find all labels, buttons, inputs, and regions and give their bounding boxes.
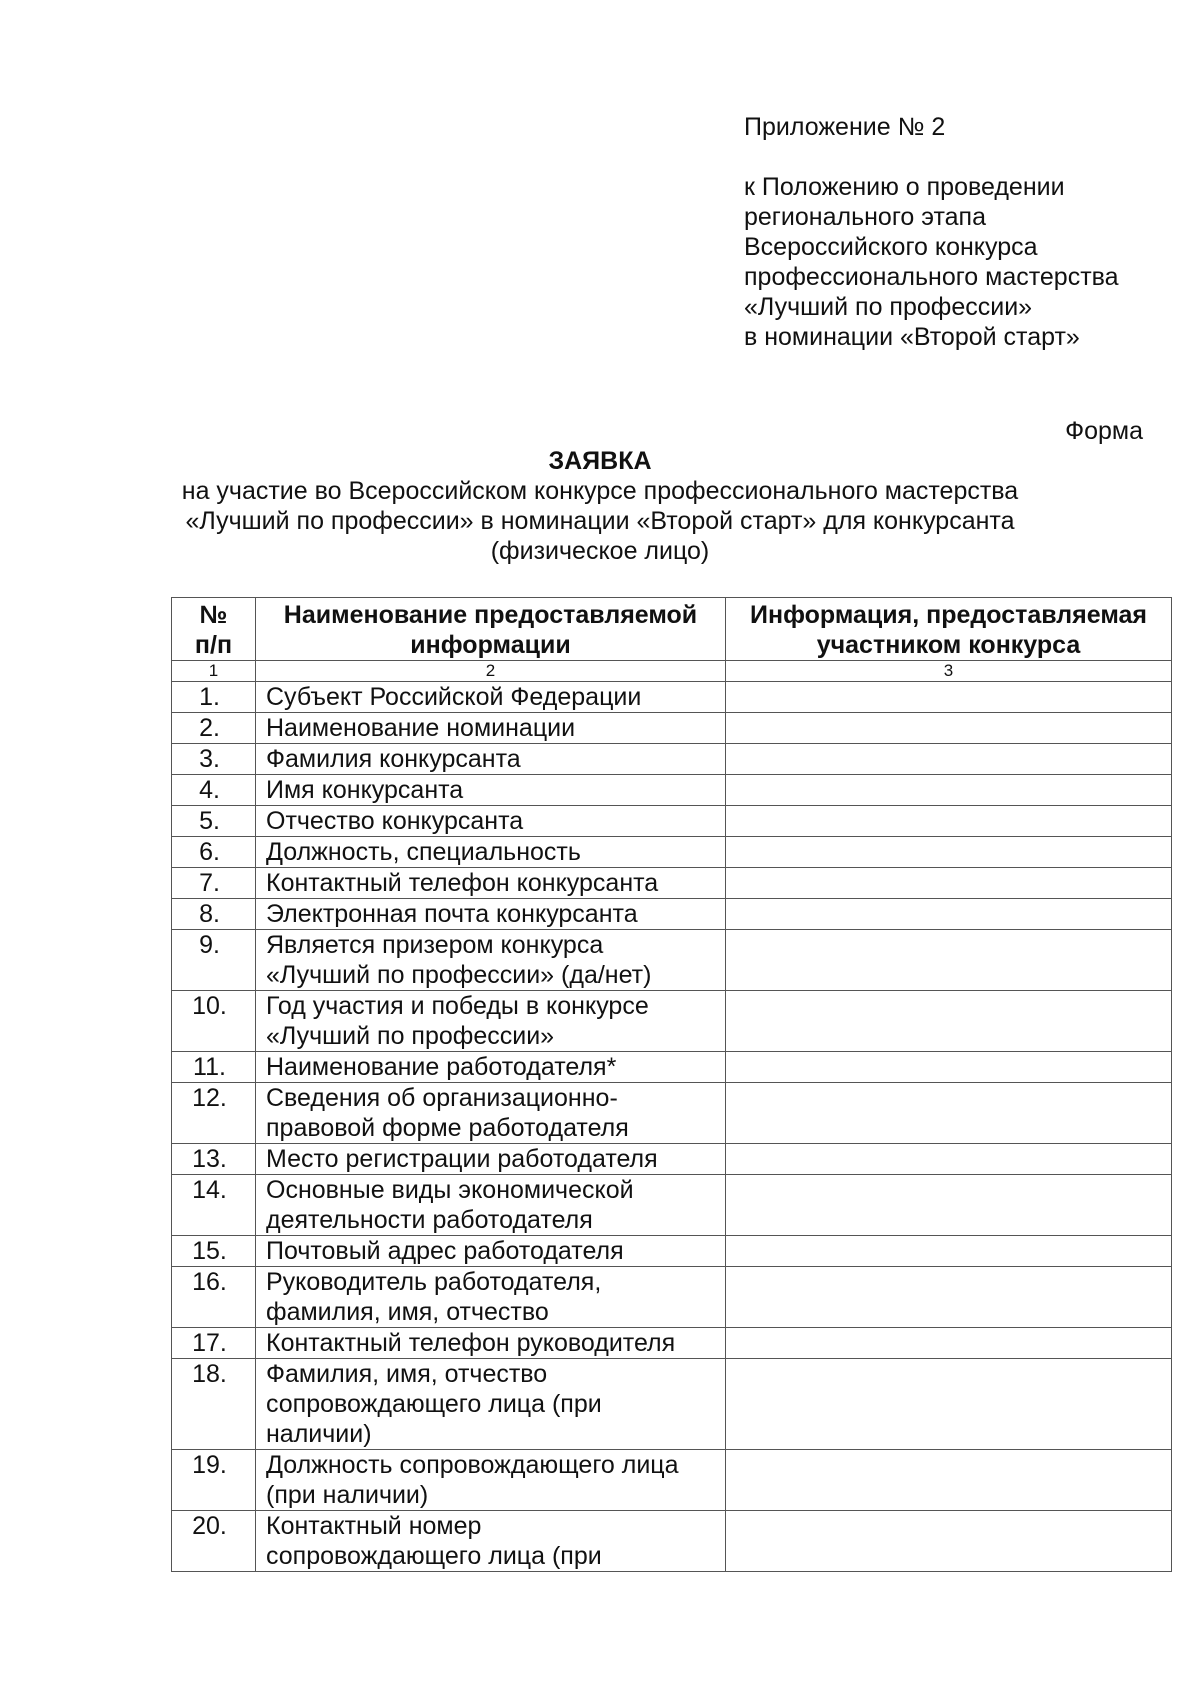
row-number: 15. [172,1236,256,1267]
row-info-field[interactable] [726,1328,1172,1359]
row-name-line: Контактный телефон конкурсанта [266,869,659,897]
row-info-field[interactable] [726,1359,1172,1450]
row-number: 4. [172,775,256,806]
row-name [256,806,726,837]
row-name [256,1175,726,1236]
column-number: 1 [172,661,256,682]
row-name [256,744,726,775]
table-row [172,1236,1172,1267]
table-row [172,1450,1172,1511]
row-info-field[interactable] [726,1267,1172,1328]
row-name-line: деятельности работодателя [266,1206,593,1234]
row-name [256,930,726,991]
row-name-line: (при наличии) [266,1481,429,1509]
row-name-line: Руководитель работодателя, [266,1268,602,1296]
row-number: 1. [172,682,256,713]
row-name-line: сопровождающего лица (при [266,1390,602,1418]
document-subtitle-line: (физическое лицо) [490,537,710,565]
row-number: 5. [172,806,256,837]
attachment-block [744,112,1164,352]
table-row [172,837,1172,868]
row-number: 2. [172,713,256,744]
row-name-line: Должность, специальность [266,838,581,866]
document-subtitle-line: «Лучший по профессии» в номинации «Второй старт» для конкурсанта [185,507,1015,535]
attachment-line: в номинации «Второй старт» [744,323,1080,351]
application-table [171,597,1172,1572]
row-name-line: Наименование работодателя* [266,1053,617,1081]
row-name-line: Контактный номер [266,1512,482,1540]
header-num: № п/п [172,598,256,661]
row-info-field[interactable] [726,806,1172,837]
attachment-line: Всероссийского конкурса [744,233,1038,261]
table-row [172,930,1172,991]
row-name [256,1267,726,1328]
row-name [256,991,726,1052]
row-name-line: Сведения об организационно- [266,1084,618,1112]
table-row [172,1052,1172,1083]
row-name [256,775,726,806]
row-name-line: Год участия и победы в конкурсе [266,992,649,1020]
row-number: 19. [172,1450,256,1511]
row-name-line: Наименование номинации [266,714,576,742]
row-number: 13. [172,1144,256,1175]
table-row [172,1083,1172,1144]
form-label: Форма [1065,417,1143,445]
row-name-line: Субъект Российской Федерации [266,683,642,711]
table-body [172,682,1172,1572]
row-number: 12. [172,1083,256,1144]
column-number: 2 [256,661,726,682]
row-name-line: наличии) [266,1420,372,1448]
table-row [172,1511,1172,1572]
row-name-line: Место регистрации работодателя [266,1145,658,1173]
row-info-field[interactable] [726,837,1172,868]
row-name-line: Отчество конкурсанта [266,807,524,835]
row-name-line: сопровождающего лица (при [266,1542,602,1570]
row-name-line: Является призером конкурса [266,931,604,959]
row-number: 8. [172,899,256,930]
row-number: 16. [172,1267,256,1328]
row-name-line: Фамилия, имя, отчество [266,1360,548,1388]
row-name [256,1144,726,1175]
document-title: ЗАЯВКА [548,447,652,475]
row-info-field[interactable] [726,1144,1172,1175]
table-row [172,682,1172,713]
row-name [256,1328,726,1359]
row-name-line: Почтовый адрес работодателя [266,1237,624,1265]
table-header-row [172,598,1172,661]
row-name-line: правовой форме работодателя [266,1114,629,1142]
row-name-line: Должность сопровождающего лица [266,1451,679,1479]
row-info-field[interactable] [726,868,1172,899]
header-info: Информация, предоставляемая участником конкурса [726,598,1172,661]
row-info-field[interactable] [726,713,1172,744]
row-name [256,868,726,899]
document-subtitle-line: на участие во Всероссийском конкурсе профессионального мастерства [181,477,1019,505]
row-info-field[interactable] [726,1175,1172,1236]
header-name: Наименование предоставляемой информации [256,598,726,661]
row-info-field[interactable] [726,1083,1172,1144]
table-row [172,1328,1172,1359]
row-name [256,1511,726,1572]
row-number: 3. [172,744,256,775]
row-info-field[interactable] [726,899,1172,930]
table-row [172,899,1172,930]
document-heading [0,446,1200,566]
row-info-field[interactable] [726,744,1172,775]
row-name-line: Основные виды экономической [266,1176,634,1204]
table-row [172,1144,1172,1175]
attachment-line: к Положению о проведении [744,173,1065,201]
attachment-line: профессионального мастерства [744,263,1119,291]
row-info-field[interactable] [726,682,1172,713]
row-name-line: «Лучший по профессии» [266,1022,555,1050]
attachment-line: регионального этапа [744,203,986,231]
row-number: 9. [172,930,256,991]
row-number: 6. [172,837,256,868]
row-number: 10. [172,991,256,1052]
table-row [172,1267,1172,1328]
row-name-line: Контактный телефон руководителя [266,1329,676,1357]
table-row [172,868,1172,899]
row-info-field[interactable] [726,930,1172,991]
row-name [256,837,726,868]
row-number: 7. [172,868,256,899]
row-name [256,1236,726,1267]
table-row [172,713,1172,744]
row-name-line: «Лучший по профессии» (да/нет) [266,961,652,989]
row-name [256,1083,726,1144]
row-info-field[interactable] [726,775,1172,806]
column-number: 3 [726,661,1172,682]
row-name-line: Фамилия конкурсанта [266,745,521,773]
table-row [172,1359,1172,1450]
row-name [256,899,726,930]
row-info-field[interactable] [726,991,1172,1052]
row-name [256,1359,726,1450]
row-info-field[interactable] [726,1236,1172,1267]
column-numbers-row [172,661,1172,682]
attachment-line: «Лучший по профессии» [744,293,1033,321]
table-row [172,775,1172,806]
table-row [172,991,1172,1052]
row-info-field[interactable] [726,1052,1172,1083]
row-info-field[interactable] [726,1450,1172,1511]
row-number: 20. [172,1511,256,1572]
table-row [172,744,1172,775]
row-number: 17. [172,1328,256,1359]
row-number: 14. [172,1175,256,1236]
row-number: 18. [172,1359,256,1450]
row-name [256,713,726,744]
row-name [256,1052,726,1083]
attachment-title: Приложение № 2 [744,113,946,141]
row-name-line: Электронная почта конкурсанта [266,900,638,928]
row-name [256,682,726,713]
row-number: 11. [172,1052,256,1083]
row-info-field[interactable] [726,1511,1172,1572]
table-row [172,1175,1172,1236]
row-name-line: Имя конкурсанта [266,776,464,804]
row-name [256,1450,726,1511]
row-name-line: фамилия, имя, отчество [266,1298,549,1326]
table-row [172,806,1172,837]
